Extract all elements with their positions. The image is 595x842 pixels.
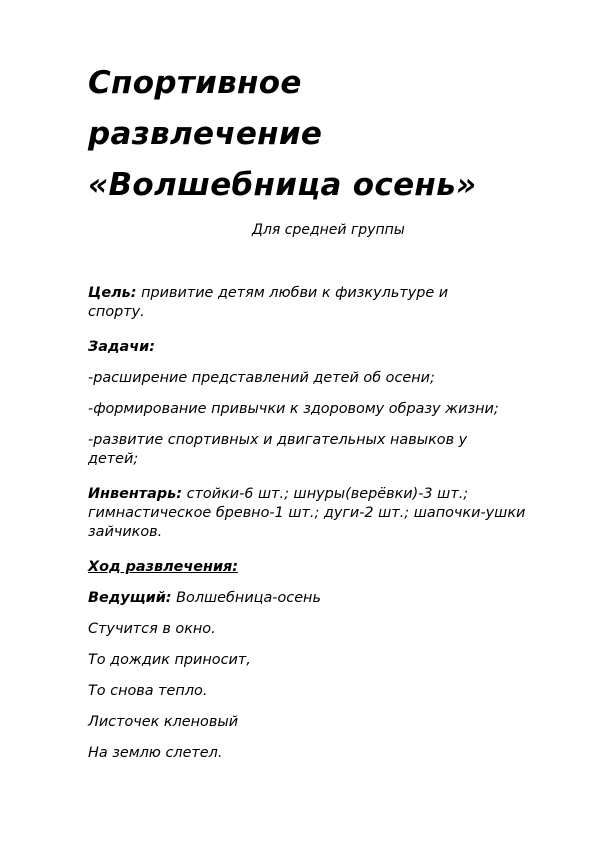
task-item-1: -расширение представлений детей об осени; bbox=[88, 370, 435, 386]
task-item-3: -развитие спортивных и двигательных навыков у детей; bbox=[88, 432, 468, 467]
subtitle: Для средней группы bbox=[252, 222, 405, 238]
goal-label: Цель: bbox=[88, 285, 137, 301]
tasks-label-paragraph bbox=[88, 338, 548, 357]
progress-heading: Ход развлечения: bbox=[88, 559, 239, 575]
poem-line-3: То снова тепло. bbox=[88, 683, 208, 699]
goal-paragraph bbox=[88, 284, 508, 322]
poem-line-4: Листочек кленовый bbox=[88, 714, 239, 730]
poem-line-5: На землю слетел. bbox=[88, 745, 223, 761]
inventory-text: стойки-6 шт.; шнуры(верёвки)-3 шт.; гимнастическое бревно-1 шт.; дуги-2 шт.; шапочки-ушки зайчиков. bbox=[88, 486, 526, 540]
title-line-1: Спортивное bbox=[88, 65, 302, 101]
goal-text: привитие детям любви к физкультуре и спорту. bbox=[88, 285, 449, 320]
task-item-2: -формирование привычки к здоровому образу жизни; bbox=[88, 401, 499, 417]
host-label: Ведущий: bbox=[88, 590, 172, 606]
document-title bbox=[88, 58, 558, 211]
poem-line-1: Стучится в окно. bbox=[88, 621, 216, 637]
progress-heading-paragraph bbox=[88, 558, 548, 577]
host-text: Волшебница-осень bbox=[171, 590, 321, 606]
title-line-2: развлечение bbox=[88, 116, 323, 152]
host-paragraph bbox=[88, 589, 548, 608]
poem-line-2: То дождик приносит, bbox=[88, 652, 251, 668]
tasks-label: Задачи: bbox=[88, 339, 155, 355]
inventory-paragraph bbox=[88, 485, 548, 542]
title-line-3: «Волшебница осень» bbox=[88, 167, 477, 203]
inventory-label: Инвентарь: bbox=[88, 486, 183, 502]
